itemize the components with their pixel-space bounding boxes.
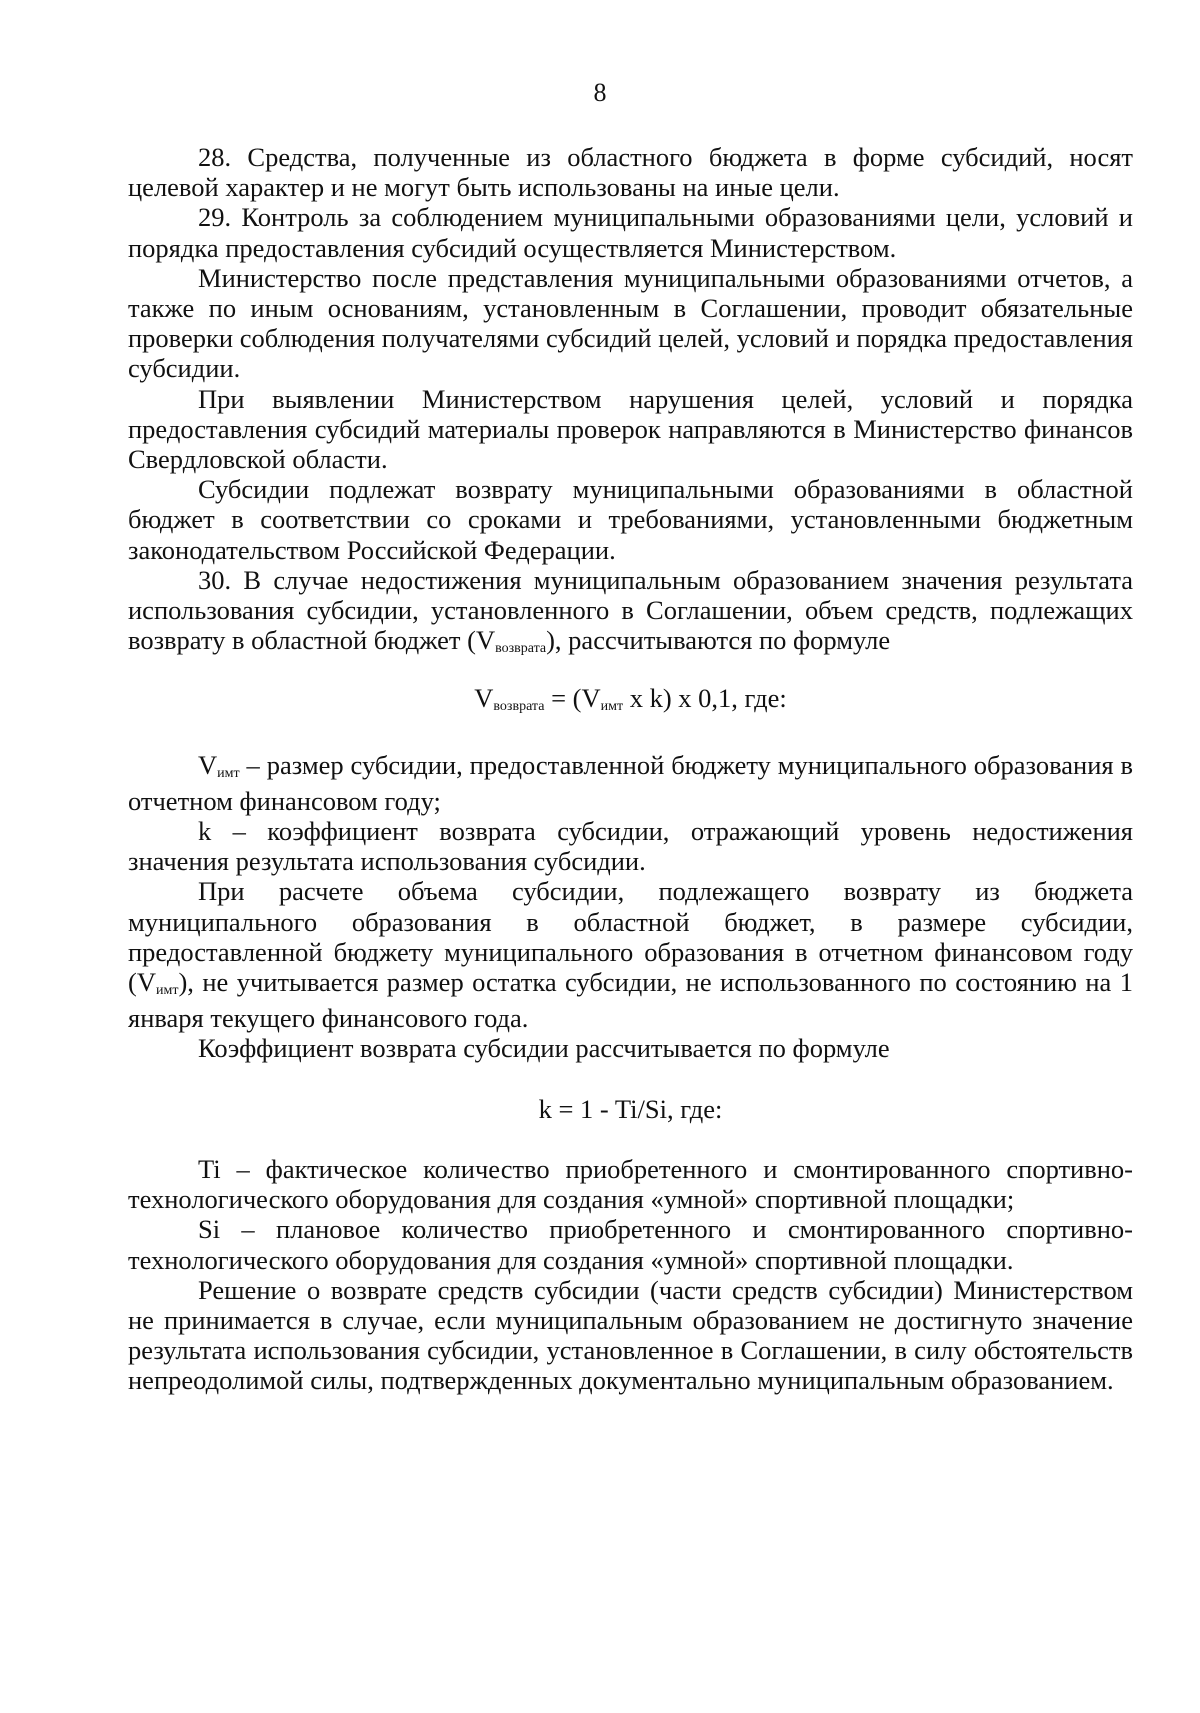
- vimt-symbol: V: [198, 749, 218, 780]
- calculation-subscript: имт: [155, 983, 179, 999]
- definition-vimt: [128, 750, 1133, 816]
- paragraph-30-subscript: возврата: [495, 641, 547, 657]
- formula1-sub-imt: имт: [600, 699, 624, 715]
- paragraph-29: 29. Контроль за соблюдением муниципальными образованиями цели, условий и порядка предоставления субсидий осуществляется Министерством.: [128, 202, 1133, 263]
- paragraph-decision: Решение о возврате средств субсидии (части средств субсидии) Министерством не принимается в случае, если муниципальным образованием не достигнуто значение результата использования субсидии, установленное в Соглашении, в силу обстоятельств непреодолимой силы, подтвержденных документально муниципальным образованием.: [128, 1274, 1133, 1396]
- formula-coefficient: k = 1 - Ti/Si, где:: [538, 1093, 723, 1124]
- vimt-subscript: имт: [217, 765, 240, 781]
- formula1-mid: = (V: [544, 683, 601, 714]
- paragraph-28: 28. Средства, полученные из областного бюджета в форме субсидий, носят целевой характер и не могут быть использованы на иные цели.: [128, 142, 1133, 203]
- paragraph-30: [128, 565, 1133, 662]
- formula1-v: V: [474, 683, 494, 714]
- paragraph-coefficient-intro: Коэффициент возврата субсидии рассчитывается по формуле: [198, 1033, 890, 1064]
- calculation-text-b: ), не учитывается размер остатка субсидии, не использованного по состоянию на 1 января текущего финансового года.: [128, 967, 1133, 1034]
- definition-si: Si – плановое количество приобретенного и смонтированного спортивно-технологического оборудования для создания «умной» спортивной площадки.: [128, 1214, 1133, 1275]
- vimt-definition-text: – размер субсидии, предоставленной бюджету муниципального образования в отчетном финансовом году;: [128, 749, 1133, 816]
- paragraph-30-text-a: 30. В случае недостижения муниципальным образованием значения результата использования субсидии, установленного в Соглашении, объем средств, подлежащих возврату в областной бюджет (V: [128, 564, 1133, 656]
- formula1-tail: x k) x 0,1, где:: [623, 683, 787, 714]
- paragraph-calculation: [128, 876, 1133, 1033]
- formula-return-volume: [128, 683, 1133, 719]
- definition-k: k – коэффициент возврата субсидии, отражающий уровень недостижения значения результата использования субсидии.: [128, 816, 1133, 877]
- calculation-text-a: При расчете объема субсидии, подлежащего возврату из бюджета муниципального образования в областной бюджет, в размере субсидии, предоставленной бюджету муниципального образования в отчетном финансовом году (V: [128, 876, 1133, 998]
- formula1-sub-return: возврата: [493, 699, 545, 715]
- paragraph-29-violations: При выявлении Министерством нарушения целей, условий и порядка предоставления субсидий материалы проверок направляются в Министерство финансов Свердловской области.: [128, 383, 1133, 475]
- paragraph-29-inspections: Министерство после представления муниципальными образованиями отчетов, а также по иным основаниям, установленным в Соглашении, проводит обязательные проверки соблюдения получателями субсидий целей, условий и порядка предоставления субсидии.: [128, 262, 1133, 384]
- paragraph-29-return: Субсидии подлежат возврату муниципальными образованиями в областной бюджет в соответствии со сроками и требованиями, установленными бюджетным законодательством Российской Федерации.: [128, 474, 1133, 565]
- page-number: 8: [593, 78, 607, 107]
- document-body: [128, 142, 1133, 1396]
- paragraph-30-text-b: ), рассчитываются по формуле: [546, 625, 891, 656]
- definition-ti: Ti – фактическое количество приобретенного и смонтированного спортивно-технологического оборудования для создания «умной» спортивной площадки;: [128, 1153, 1133, 1215]
